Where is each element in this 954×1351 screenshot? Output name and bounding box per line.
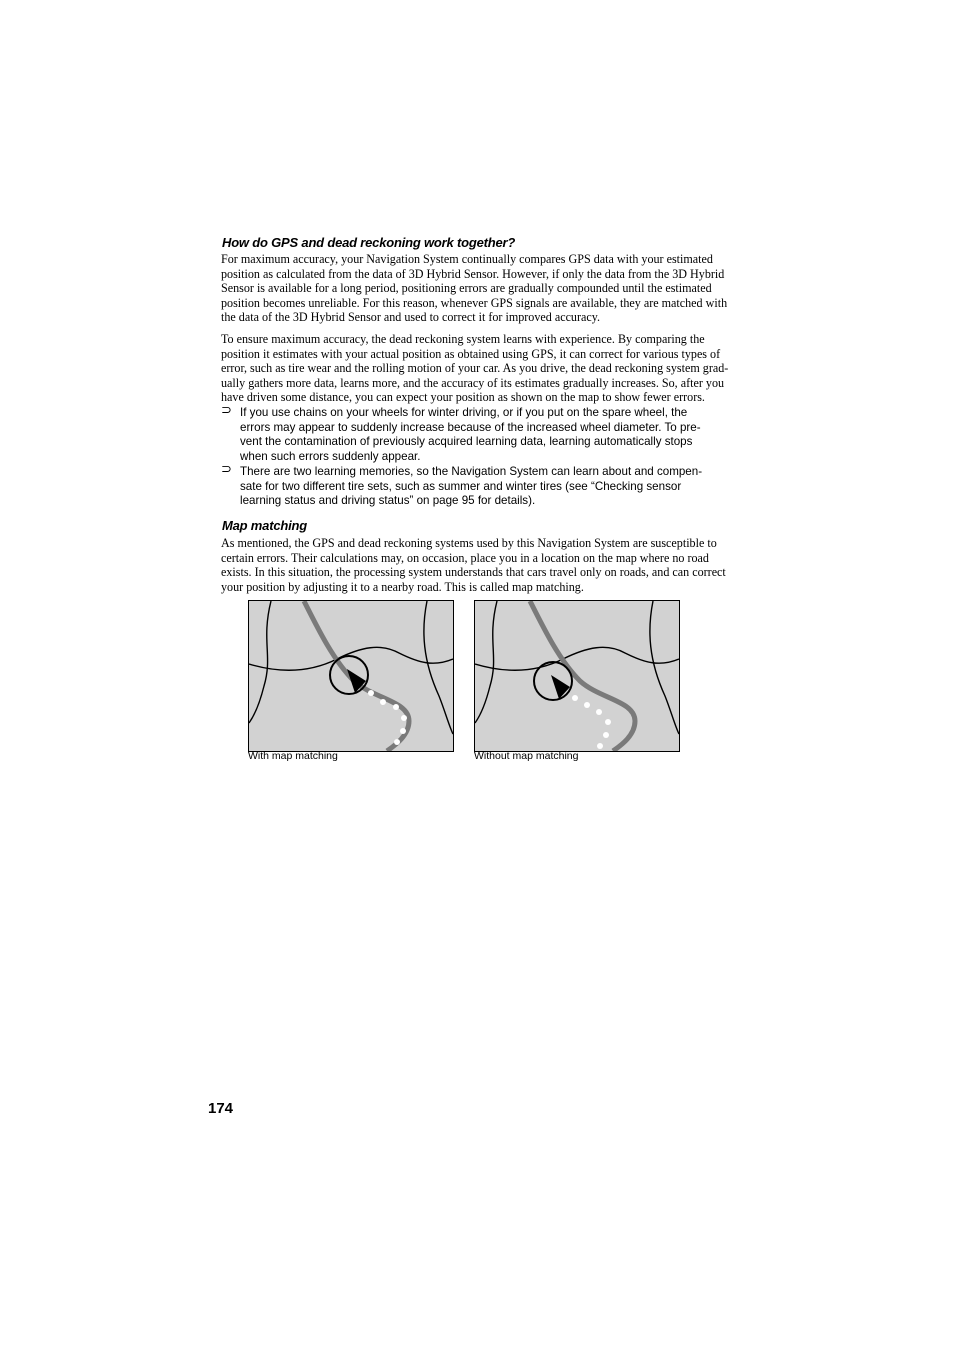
paragraph-line: position becomes unreliable. For this reason, whenever GPS signals are available, they are matched with: [221, 295, 728, 310]
paragraph-line: the data of the 3D Hybrid Sensor and used to correct it for improved accuracy.: [221, 310, 601, 324]
note-chains-spare-wheel: [221, 403, 761, 464]
map-road-thin: [475, 647, 679, 670]
paragraph-line: For maximum accuracy, your Navigation System continually compares GPS data with your estimated: [221, 252, 713, 266]
paragraph-line: To ensure maximum accuracy, the dead reckoning system learns with experience. By comparing the: [221, 332, 705, 346]
map-road-thin: [424, 601, 453, 734]
paragraph-line: error, such as tire wear and the rolling motion of your car. As you drive, the dead reckoning system grad-: [221, 361, 729, 375]
vehicle-arrow-icon: [551, 675, 570, 699]
paragraph-line: position it estimates with your actual position as obtained using GPS, it can correct for various types of: [221, 346, 721, 361]
note-line: learning status and driving status” on page 95 for details).: [240, 494, 536, 507]
note-line: vent the contamination of previously acquired learning data, learning automatically stops: [240, 435, 693, 448]
note-arrow-icon: ⊃: [221, 403, 232, 418]
note-learning-memories: [221, 462, 761, 509]
map-illustration-with-matching: [249, 601, 453, 751]
section-heading-gps-dead-reckoning: How do GPS and dead reckoning work together?: [222, 235, 516, 250]
map-road-thin: [650, 601, 679, 734]
paragraph-line: position as calculated from the data of 3D Hybrid Sensor. However, if only the data from the 3D Hybrid: [221, 266, 725, 281]
paragraph-line: ually gathers more data, learns more, and the accuracy of its estimates gradually increases. So, after you: [221, 375, 725, 390]
note-line: sate for two different tire sets, such as summer and winter tires (see “Checking sensor: [240, 479, 682, 493]
note-line: errors may appear to suddenly increase because of the increased wheel diameter. To pre-: [240, 420, 701, 434]
note-line: when such errors suddenly appear.: [240, 449, 421, 463]
figure-caption-with-matching: With map matching: [248, 750, 338, 762]
note-arrow-icon: ⊃: [221, 462, 232, 477]
paragraph-line: your position by adjusting it to a nearby road. This is called map matching.: [221, 579, 584, 594]
map-figure-without-matching: [474, 600, 680, 752]
note-line: If you use chains on your wheels for winter driving, or if you put on the spare wheel, the: [240, 406, 688, 419]
paragraph-line: have driven some distance, you can expect your position as shown on the map to show fewer errors.: [221, 390, 705, 404]
paragraph-line: Sensor is available for a long period, positioning errors are gradually compounded until the estimated: [221, 281, 712, 295]
note-line: There are two learning memories, so the Navigation System can learn about and compen-: [240, 465, 703, 478]
figure-caption-without-matching: Without map matching: [474, 750, 579, 762]
page-number: 174: [208, 1100, 234, 1117]
map-road-main: [530, 601, 635, 751]
dotted-track: [572, 695, 611, 749]
map-road-thin: [249, 601, 271, 723]
map-road-thin: [249, 647, 453, 670]
paragraph-gps-comparison: [221, 252, 761, 325]
paragraph-line: exists. In this situation, the processing system understands that cars travel only on roads, and can correct: [221, 565, 726, 579]
paragraph-learning: [221, 332, 761, 405]
map-road-thin: [475, 601, 497, 723]
paragraph-line: certain errors. Their calculations may, on occasion, place you in a location on the map where no road: [221, 550, 709, 565]
section-heading-map-matching: Map matching: [222, 518, 307, 533]
paragraph-map-matching: [221, 536, 761, 594]
paragraph-line: As mentioned, the GPS and dead reckoning systems used by this Navigation System are susceptible to: [221, 536, 717, 550]
map-figure-with-matching: [248, 600, 454, 752]
map-illustration-without-matching: [475, 601, 679, 751]
